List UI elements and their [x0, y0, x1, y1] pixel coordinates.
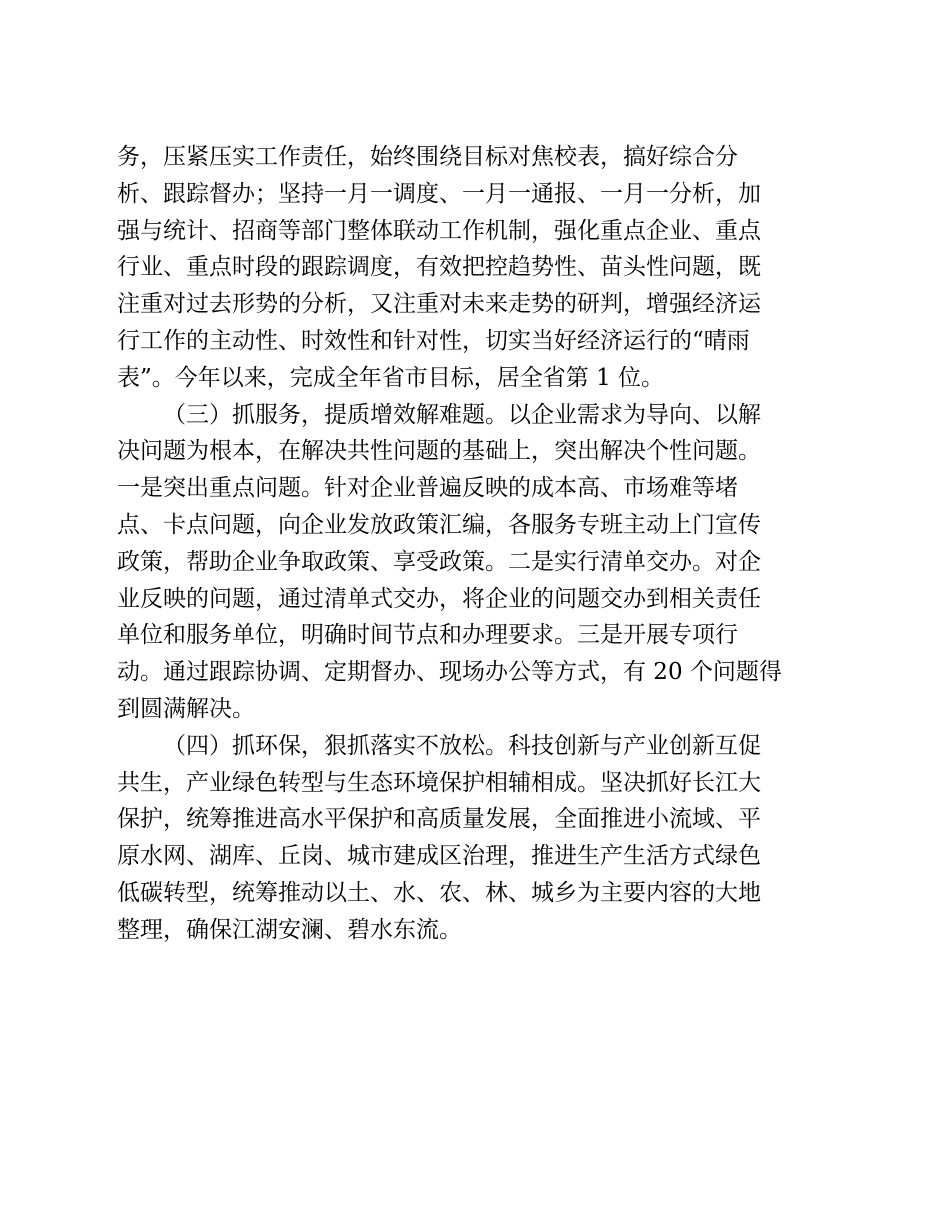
text-line: 决问题为根本，在解决共性问题的基础上，突出解决个性问题。 — [117, 438, 761, 465]
text-line: 行工作的主动性、时效性和针对性，切实当好经济运行的“晴雨 — [117, 327, 750, 354]
text-line: 析、跟踪督办；坚持一月一调度、一月一通报、一月一分析，加 — [117, 180, 761, 207]
text-line: 强与统计、招商等部门整体联动工作机制，强化重点企业、重点 — [117, 217, 761, 244]
section-heading-line: （三）抓服务，提质增效解难题。以企业需求为导向、以解 — [163, 401, 761, 428]
text-line: 一是突出重点问题。针对企业普遍反映的成本高、市场难等堵 — [117, 475, 738, 502]
text-line: 低碳转型，统筹推动以土、水、农、林、城乡为主要内容的大地 — [117, 879, 761, 906]
text-line: 单位和服务单位，明确时间节点和办理要求。三是开展专项行 — [117, 622, 738, 649]
text-line: 共生，产业绿色转型与生态环境保护相辅相成。坚决抓好长江大 — [117, 769, 761, 796]
text-line: 务，压紧压实工作责任，始终围绕目标对焦校表，搞好综合分 — [117, 144, 738, 170]
text-line: 业反映的问题，通过清单式交办，将企业的问题交办到相关责任 — [117, 585, 761, 612]
section-heading-line: （四）抓环保，狠抓落实不放松。科技创新与产业创新互促 — [163, 732, 761, 759]
text-line: 动。通过跟踪协调、定期督办、现场办公等方式，有 20 个问题得 — [117, 659, 782, 686]
text-line: 行业、重点时段的跟踪调度，有效把控趋势性、苗头性问题，既 — [117, 254, 761, 281]
text-line: 原水网、湖库、丘岗、城市建成区治理，推进生产生活方式绿色 — [117, 843, 761, 870]
text-line: 表”。今年以来，完成全年省市目标，居全省第 1 位。 — [117, 364, 665, 391]
text-line: 政策，帮助企业争取政策、享受政策。二是实行清单交办。对企 — [117, 548, 761, 575]
body-text — [117, 139, 822, 949]
text-line: 保护，统筹推进高水平保护和高质量发展，全面推进小流域、平 — [117, 806, 761, 833]
text-line: 整理，确保江湖安澜、碧水东流。 — [117, 916, 462, 943]
text-line: 点、卡点问题，向企业发放政策汇编，各服务专班主动上门宣传 — [117, 511, 761, 538]
text-line: 注重对过去形势的分析，又注重对未来走势的研判，增强经济运 — [117, 291, 761, 318]
text-line: 到圆满解决。 — [117, 695, 255, 722]
